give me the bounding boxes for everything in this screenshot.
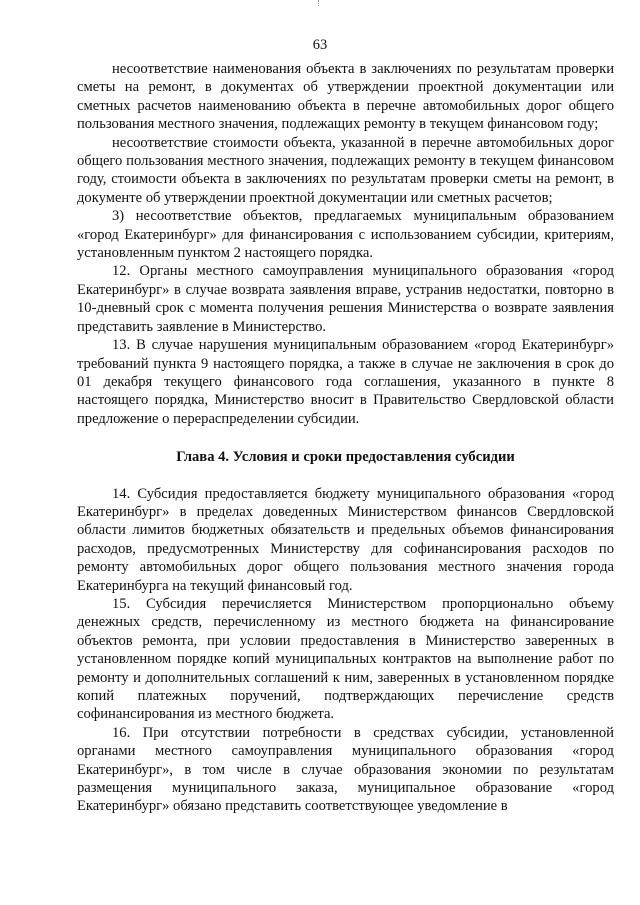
paragraph-item-3: 3) несоответствие объектов, предлагаемых муниципальным образованием «город Екатеринбург» для финансирования с использованием субсидии, критериям, установленным пунктом 2 настоящего порядка. xyxy=(77,208,614,262)
scan-artifact xyxy=(318,0,319,6)
paragraph-nonconformity-name: несоответствие наименования объекта в заключениях по результатам проверки сметы на ремонт, в документах об утверждении проектной документации или сметных расчетов наименованию объекта в перечне автомобильных дорог общего пользования местного значения, подлежащих ремонту в текущем финансовом году; xyxy=(77,61,614,133)
page-number: 63 xyxy=(312,37,328,53)
page-body xyxy=(77,60,614,816)
paragraph-12: 12. Органы местного самоуправления муниципального образования «город Екатеринбург» в случае возврата заявления вправе, устранив недостатки, повторно в 10-дневный срок с момента получения решения Министерства о возврате заявления представить заявление в Министерство. xyxy=(77,263,614,335)
paragraph-nonconformity-cost: несоответствие стоимости объекта, указанной в перечне автомобильных дорог общего пользования местного значения, подлежащих ремонту в текущем финансовом году, стоимости объекта в заключениях по результатам проверки сметы на ремонт, в документе об утверждении проектной документации или сметных расчетов; xyxy=(77,134,614,206)
paragraph-14: 14. Субсидия предоставляется бюджету муниципального образования «город Екатеринбург» в пределах доведенных Министерством финансов Свердловской области лимитов бюджетных обязательств и предельных объемов финансирования расходов, предусмотренных Министерству для софинансирования расходов по ремонту автомобильных дорог общего пользования местного значения города Екатеринбурга на текущий финансовый год. xyxy=(77,485,614,594)
paragraph-15: 15. Субсидия перечисляется Министерством пропорционально объему денежных средств, перечисленному из местного бюджета на финансирование объектов ремонта, при условии предоставления в Министерство заверенных в установленном порядке копий муниципальных контрактов на выполнение работ по ремонту и дополнительных соглашений к ним, заверенных в установленном порядке копий платежных поручений, подтверждающих перечисление средств софинансирования из местного бюджета. xyxy=(77,595,614,723)
chapter-heading: Глава 4. Условия и сроки предоставления субсидии xyxy=(176,449,515,466)
paragraph-13: 13. В случае нарушения муниципальным образованием «город Екатеринбург» требований пункта 9 настоящего порядка, а также в случае не заключения в срок до 01 декабря текущего финансового года соглашения, указанного в пункте 8 настоящего порядка, Министерство вносит в Правительство Свердловской области предложение о перераспределении субсидии. xyxy=(77,337,614,427)
paragraph-16: 16. При отсутствии потребности в средствах субсидии, установленной органами местного самоуправления муниципального образования «город Екатеринбург», в том числе в случае образования экономии по результатам размещения муниципального заказа, муниципальное образование «город Екатеринбург» обязано представить соответствующее уведомление в xyxy=(77,724,614,815)
